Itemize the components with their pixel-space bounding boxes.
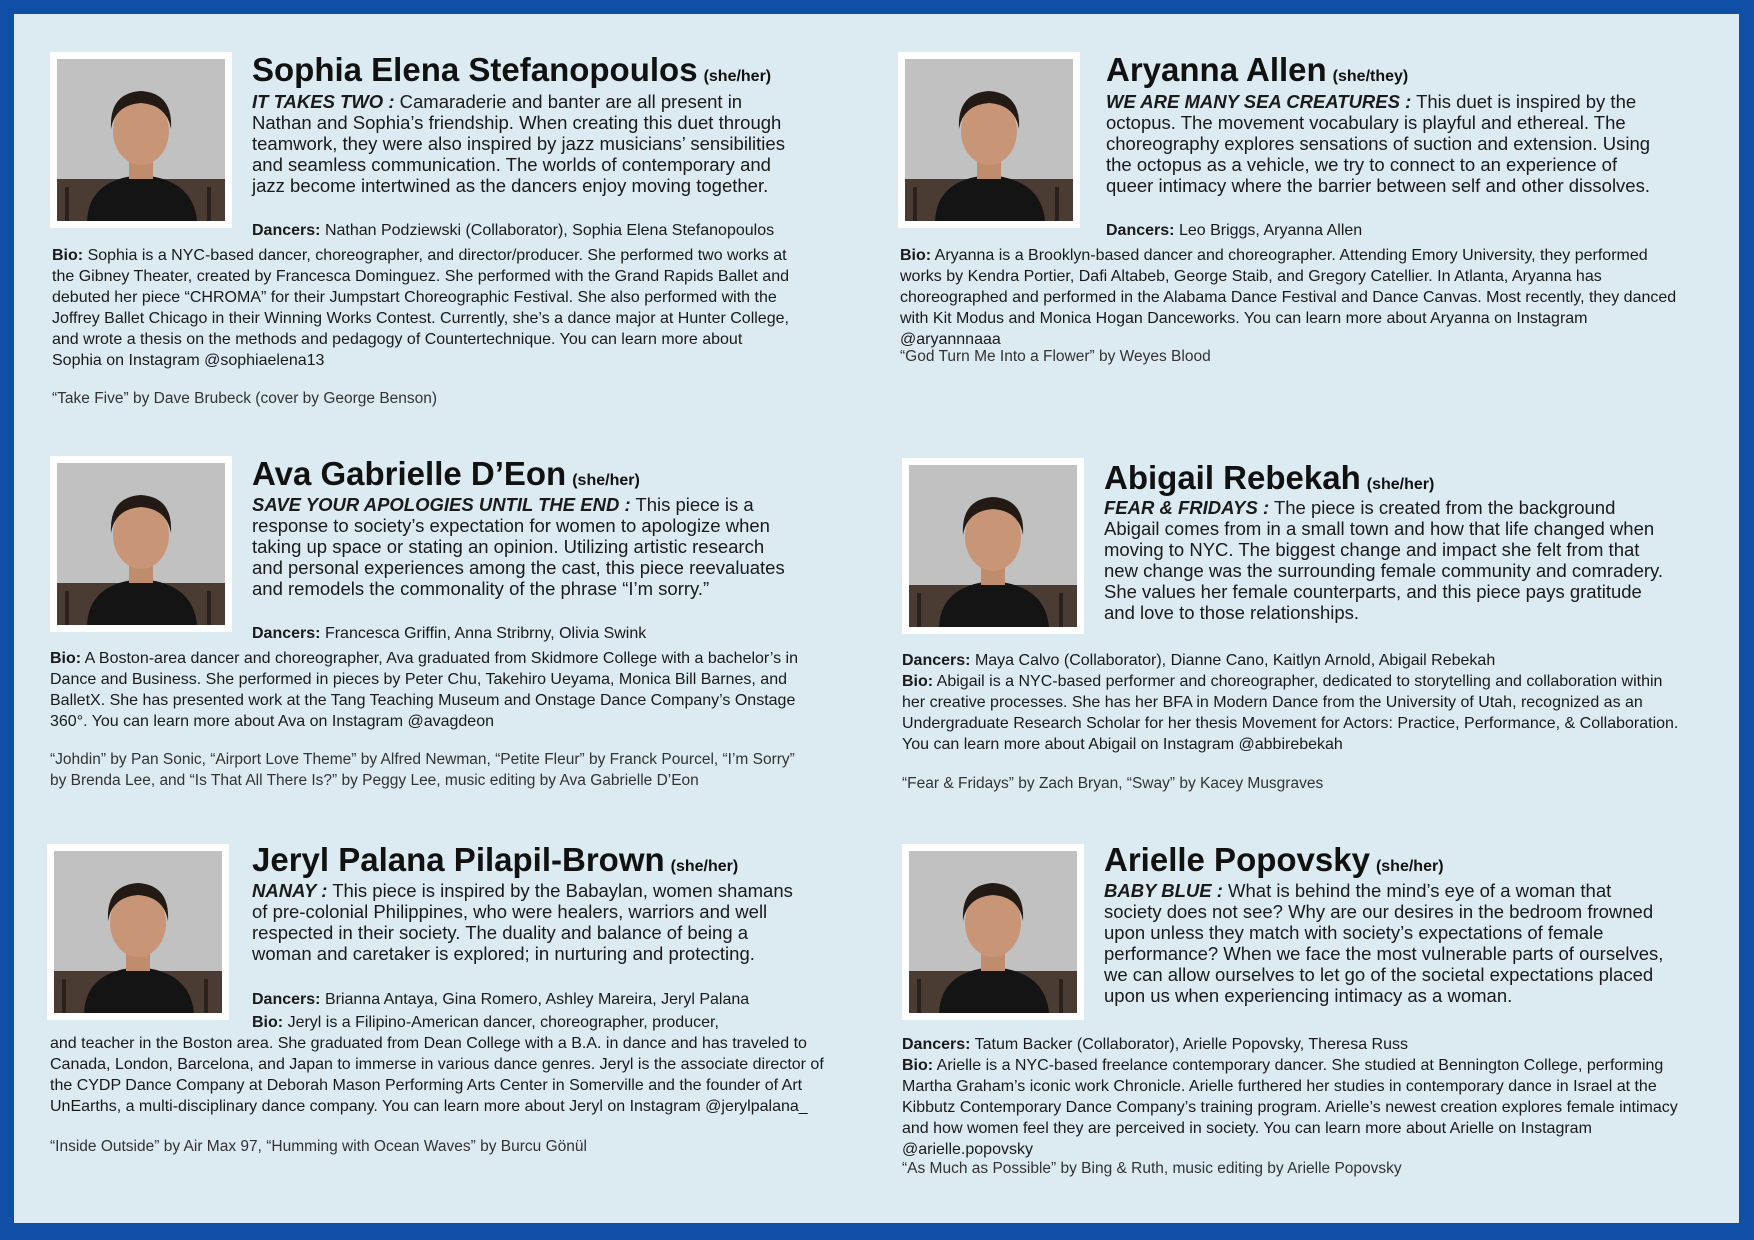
performer-photo <box>898 52 1080 228</box>
bio-text: and teacher in the Boston area. She graduated from Dean College with a B.A. in dance and has traveled to Canada, London, Barcelona, and Japan to immerse in various dance genres. Jeryl is the associate director of the CYDP Dance Company at Deborah Mason Performing Arts Center in Somerville and the founder of Art UnEarths, a multi-disciplinary dance company. You can learn more about Jeryl on Instagram @jerylpalana_ <box>50 1035 824 1115</box>
music-credit: “God Turn Me Into a Flower” by Weyes Blood <box>900 348 1211 365</box>
music-credit: “Johdin” by Pan Sonic, “Airport Love Theme” by Alfred Newman, “Petite Fleur” by Franck Pourcel, “I’m Sorry” by Brenda Lee, and “Is That All There Is?” by Peggy Lee, music editing by Ava Gabrielle D’Eon <box>50 751 795 789</box>
performer-photo <box>47 844 229 1020</box>
portrait-image <box>54 851 222 1013</box>
music-credit: “Take Five” by Dave Brubeck (cover by George Benson) <box>52 390 438 407</box>
program-page <box>14 14 1739 1223</box>
performer-name: Jeryl Palana Pilapil-Brown (she/her) <box>252 841 739 878</box>
dancers-line: Dancers: Maya Calvo (Collaborator), Dianne Cano, Kaitlyn Arnold, Abigail Rebekah <box>902 652 1496 669</box>
portrait-image <box>57 463 225 625</box>
dancers-line: Dancers: Tatum Backer (Collaborator), Arielle Popovsky, Theresa Russ <box>902 1036 1408 1053</box>
bio-text: Bio: A Boston-area dancer and choreographer, Ava graduated from Skidmore College with a bachelor’s in Dance and Business. She performed in pieces by Peter Chu, Takehiro Ueyama, Monica Bill Barnes, and BalletX. She has presented work at the Tang Teaching Museum and Onstage Dance Company’s Onstage 360°. You can learn more about Ava on Instagram @avagdeon <box>50 650 798 730</box>
portrait-image <box>905 59 1073 221</box>
dancers-line: Dancers: Brianna Antaya, Gina Romero, Ashley Mareira, Jeryl Palana <box>252 991 750 1008</box>
portrait-image <box>909 851 1077 1013</box>
performer-name: Aryanna Allen (she/they) <box>1106 51 1409 88</box>
piece-title: WE ARE MANY SEA CREATURES : <box>1106 91 1412 112</box>
bio-text: Bio: Abigail is a NYC-based performer and choreographer, dedicated to storytelling and collaboration within her creative processes. She has her BFA in Modern Dance from the University of Utah, recognized as an Undergraduate Research Scholar for her thesis Movement for Actors: Practice, Performance, & Collaboration. You can learn more about Abigail on Instagram @abbirebekah <box>902 673 1679 753</box>
performer-photo <box>902 844 1084 1020</box>
pronouns: (she/her) <box>1366 476 1435 493</box>
piece-title: FEAR & FRIDAYS : <box>1104 497 1270 518</box>
performer-name: Ava Gabrielle D’Eon (she/her) <box>252 455 640 492</box>
bio-text: Bio: Sophia is a NYC-based dancer, choreographer, and director/producer. She performed two works at the Gibney Theater, created by Francesca Dominguez. She performed with the Grand Rapids Ballet and debuted her piece “CHROMA” for their Jumpstart Choreographic Festival. She also performed with the Joffrey Ballet Chicago in their Winning Works Contest. Currently, she’s a dance major at Hunter College, and wrote a thesis on the methods and pedagogy of Countertechnique. You can learn more about Sophia on Instagram @sophiaelena13 <box>52 247 789 369</box>
dancers-line: Dancers: Francesca Griffin, Anna Stribrny, Olivia Swink <box>252 625 647 642</box>
performer-name: Sophia Elena Stefanopoulos (she/her) <box>252 51 772 88</box>
pronouns: (she/her) <box>1375 858 1444 875</box>
piece-title: NANAY : <box>252 880 328 901</box>
piece-description: WE ARE MANY SEA CREATURES : This duet is inspired by the octopus. The movement vocabulary is playful and ethereal. The choreography explores sensations of suction and extension. Using the octopus as a vehicle, we try to connect to an experience of queer intimacy where the barrier between self and other dissolves. <box>1106 91 1651 196</box>
piece-title: SAVE YOUR APOLOGIES UNTIL THE END : <box>252 494 631 515</box>
piece-description: NANAY : This piece is inspired by the Babaylan, women shamans of pre-colonial Philippines, who were healers, warriors and well respected in their society. The duality and balance of being a woman and caretaker is explored; in nurturing and protecting. <box>252 880 793 964</box>
portrait-image <box>57 59 225 221</box>
performer-photo <box>50 52 232 228</box>
music-credit: “Fear & Fridays” by Zach Bryan, “Sway” by Kacey Musgraves <box>902 775 1324 792</box>
bio-first-line: Bio: Jeryl is a Filipino-American dancer, choreographer, producer, <box>252 1014 719 1031</box>
music-credit: “As Much as Possible” by Bing & Ruth, music editing by Arielle Popovsky <box>902 1160 1402 1177</box>
dancers-line: Dancers: Leo Briggs, Aryanna Allen <box>1106 222 1363 239</box>
performer-name: Abigail Rebekah (she/her) <box>1104 459 1435 496</box>
pronouns: (she/her) <box>572 472 640 489</box>
pronouns: (she/her) <box>670 858 739 875</box>
piece-description: FEAR & FRIDAYS : The piece is created from the background Abigail comes from in a small town and how that life changed when moving to NYC. The biggest change and impact she felt from that new change was the surrounding female community and comradery. She values her female counterparts, and this piece pays gratitude and love to those relationships. <box>1104 497 1664 623</box>
portrait-image <box>909 465 1077 627</box>
piece-description: IT TAKES TWO : Camaraderie and banter are all present in Nathan and Sophia’s friendship. When creating this duet through teamwork, they were also inspired by jazz musicians’ sensibilities and seamless communication. The worlds of contemporary and jazz become intertwined as the dancers enjoy moving together. <box>252 91 785 196</box>
piece-title: IT TAKES TWO : <box>252 91 395 112</box>
performer-photo <box>902 458 1084 634</box>
piece-description: BABY BLUE : What is behind the mind’s eye of a woman that society does not see? Why are our desires in the bedroom frowned upon unless they match with society’s expectations of female performance? When we face the most vulnerable parts of ourselves, we can allow ourselves to let go of the societal expectations placed upon us when experiencing intimacy as a woman. <box>1104 880 1664 1006</box>
performer-name: Arielle Popovsky (she/her) <box>1104 841 1444 878</box>
pronouns: (she/her) <box>703 68 772 85</box>
bio-text: Bio: Aryanna is a Brooklyn-based dancer and choreographer. Attending Emory University, they performed works by Kendra Portier, Dafi Altabeb, George Staib, and Gregory Catellier. In Atlanta, Aryanna has choreographed and performed in the Alabama Dance Festival and Dance Canvas. Most recently, they danced with Kit Modus and Monica Hogan Danceworks. You can learn more about Aryanna on Instagram @aryannnaaa <box>900 247 1677 348</box>
piece-description: SAVE YOUR APOLOGIES UNTIL THE END : This piece is a response to society’s expectation for women to apologize when taking up space or stating an opinion. Utilizing artistic research and personal experiences among the cast, this piece reevaluates and remodels the commonality of the phrase “I’m sorry.” <box>252 494 785 599</box>
bio-text: Bio: Arielle is a NYC-based freelance contemporary dancer. She studied at Bennington College, performing Martha Graham’s iconic work Chronicle. Arielle furthered her studies in contemporary dance in Israel at the Kibbutz Contemporary Dance Company’s training program. Arielle’s newest creation explores female intimacy and how women feel they are perceived in society. You can learn more about Arielle on Instagram @arielle.popovsky <box>902 1057 1678 1158</box>
music-credit: “Inside Outside” by Air Max 97, “Humming with Ocean Waves” by Burcu Gönül <box>50 1138 587 1155</box>
dancers-line: Dancers: Nathan Podziewski (Collaborator), Sophia Elena Stefanopoulos <box>252 222 775 239</box>
pronouns: (she/they) <box>1332 68 1409 85</box>
piece-title: BABY BLUE : <box>1104 880 1223 901</box>
performer-photo <box>50 456 232 632</box>
